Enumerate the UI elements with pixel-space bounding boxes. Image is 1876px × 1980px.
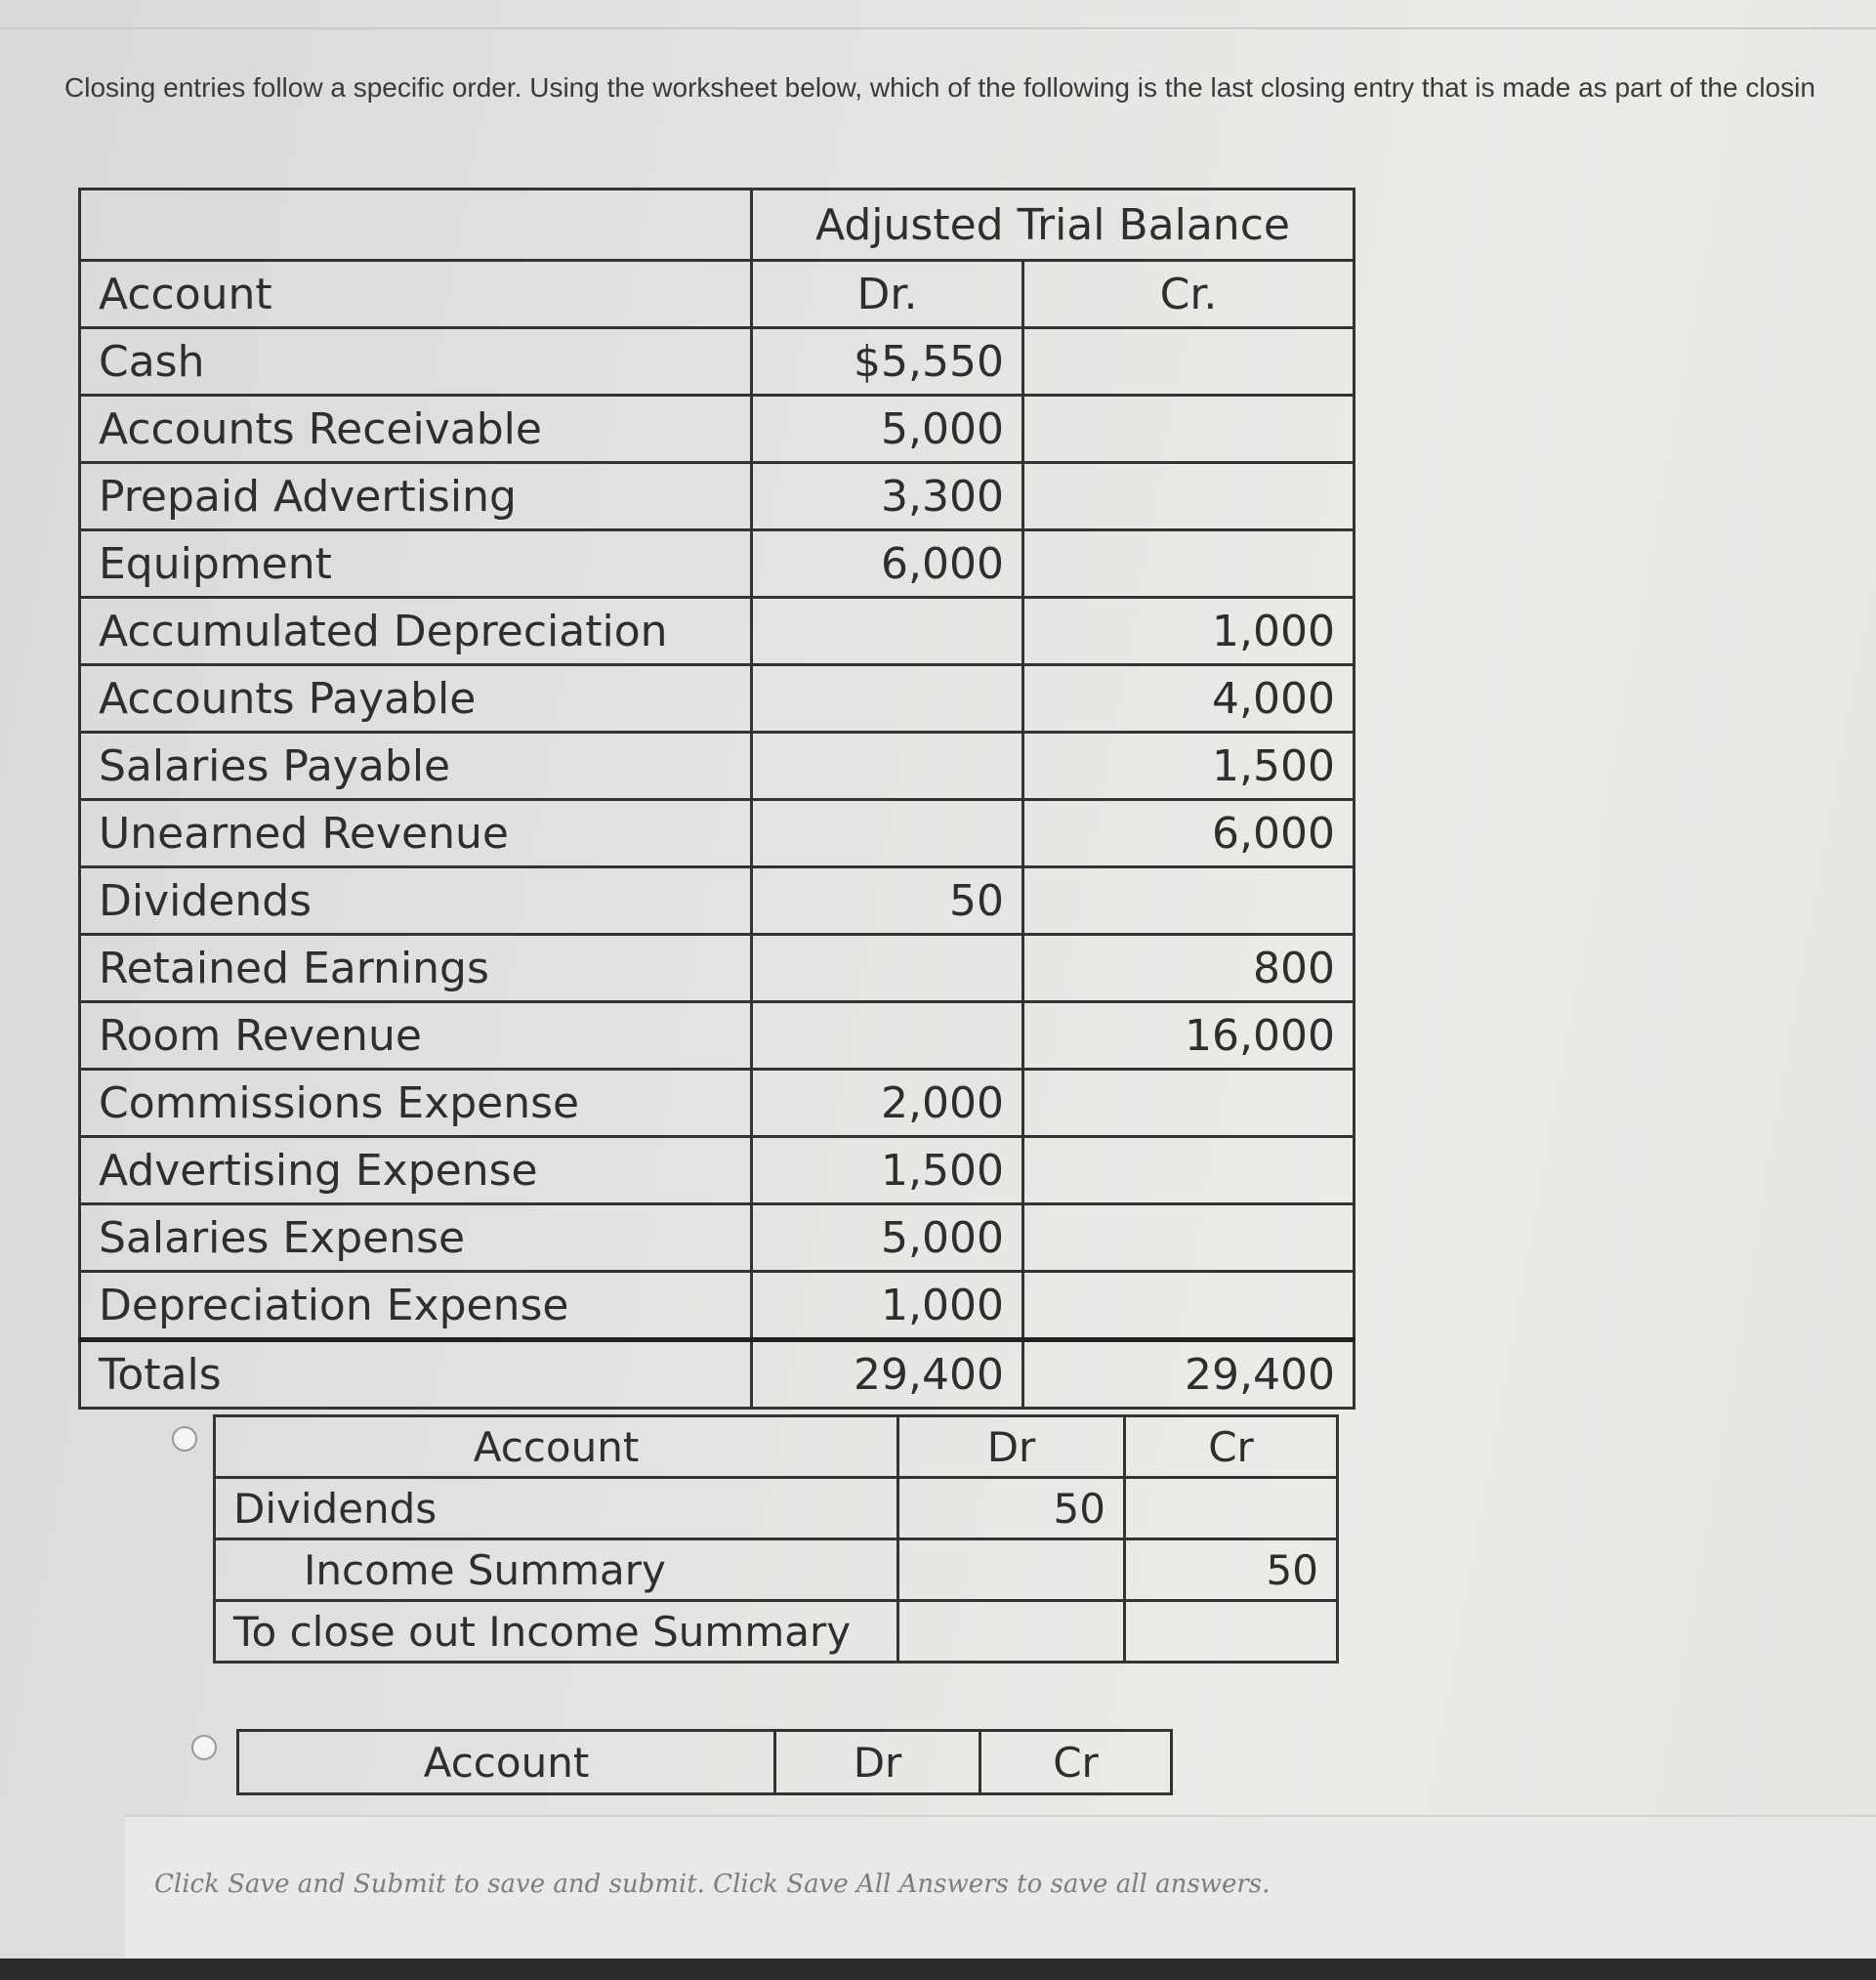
- account-name: Income Summary: [215, 1539, 898, 1601]
- option-2-radio[interactable]: [191, 1735, 217, 1760]
- credit-amount: [1125, 1478, 1338, 1539]
- credit-amount: [1023, 328, 1355, 396]
- account-name: Accumulated Depreciation: [80, 598, 752, 665]
- option-1-col-account: Account: [215, 1416, 898, 1478]
- debit-amount: 2,000: [752, 1070, 1023, 1137]
- option-1-col-dr: Dr: [898, 1416, 1125, 1478]
- totals-credit: 29,400: [1023, 1340, 1355, 1409]
- totals-label: Totals: [80, 1340, 752, 1409]
- worksheet-title: Adjusted Trial Balance: [752, 190, 1355, 261]
- table-row: [80, 867, 1355, 935]
- credit-amount: [1023, 530, 1355, 598]
- account-name: Advertising Expense: [80, 1137, 752, 1204]
- credit-amount: 1,000: [1023, 598, 1355, 665]
- table-row: [215, 1601, 1338, 1663]
- debit-amount: [898, 1601, 1125, 1663]
- debit-amount: [752, 1002, 1023, 1070]
- top-divider: [0, 27, 1876, 29]
- credit-amount: 6,000: [1023, 800, 1355, 867]
- option-2-col-cr: Cr: [980, 1731, 1172, 1794]
- debit-amount: [898, 1539, 1125, 1601]
- account-name: Equipment: [80, 530, 752, 598]
- account-name: Cash: [80, 328, 752, 396]
- debit-amount: 3,300: [752, 463, 1023, 530]
- credit-amount: [1023, 463, 1355, 530]
- table-row: [80, 463, 1355, 530]
- table-row: [80, 1204, 1355, 1272]
- question-text: Closing entries follow a specific order. Using the worksheet below, which of the following is the last closing entry that is made as part of the closin: [64, 72, 1815, 103]
- table-row: [80, 1070, 1355, 1137]
- option-1-col-cr: Cr: [1125, 1416, 1338, 1478]
- table-row: [80, 328, 1355, 396]
- debit-amount: [752, 800, 1023, 867]
- table-row: [80, 733, 1355, 800]
- option-2-entry-table: [236, 1729, 1173, 1795]
- debit-amount: $5,550: [752, 328, 1023, 396]
- credit-amount: 1,500: [1023, 733, 1355, 800]
- account-name: Commissions Expense: [80, 1070, 752, 1137]
- debit-amount: [752, 935, 1023, 1002]
- debit-amount: 5,000: [752, 396, 1023, 463]
- table-row: [80, 598, 1355, 665]
- totals-row: [80, 1340, 1355, 1409]
- account-name: Accounts Receivable: [80, 396, 752, 463]
- account-name: Depreciation Expense: [80, 1272, 752, 1340]
- credit-amount: [1023, 1070, 1355, 1137]
- account-name: Salaries Payable: [80, 733, 752, 800]
- debit-amount: [752, 665, 1023, 733]
- credit-amount: 800: [1023, 935, 1355, 1002]
- debit-amount: 5,000: [752, 1204, 1023, 1272]
- worksheet-col-account: Account: [80, 261, 752, 328]
- credit-amount: [1023, 1137, 1355, 1204]
- option-1-entry-table: [213, 1414, 1339, 1664]
- table-row: [215, 1478, 1338, 1539]
- debit-amount: 6,000: [752, 530, 1023, 598]
- table-row: [80, 935, 1355, 1002]
- table-row: [80, 1272, 1355, 1340]
- account-name: Accounts Payable: [80, 665, 752, 733]
- debit-amount: 50: [898, 1478, 1125, 1539]
- footer-instructions: Click Save and Submit to save and submit. Click Save All Answers to save all answers.: [154, 1870, 1271, 1899]
- worksheet-col-cr: Cr.: [1023, 261, 1355, 328]
- worksheet-blank-cell: [80, 190, 752, 261]
- option-2-col-account: Account: [238, 1731, 775, 1794]
- debit-amount: 50: [752, 867, 1023, 935]
- account-name: Prepaid Advertising: [80, 463, 752, 530]
- table-row: [80, 665, 1355, 733]
- credit-amount: [1023, 1204, 1355, 1272]
- worksheet-col-dr: Dr.: [752, 261, 1023, 328]
- credit-amount: [1023, 396, 1355, 463]
- account-name: Dividends: [215, 1478, 898, 1539]
- account-name: Room Revenue: [80, 1002, 752, 1070]
- account-name: Retained Earnings: [80, 935, 752, 1002]
- table-row: [80, 396, 1355, 463]
- debit-amount: [752, 733, 1023, 800]
- account-name: Unearned Revenue: [80, 800, 752, 867]
- debit-amount: 1,000: [752, 1272, 1023, 1340]
- totals-debit: 29,400: [752, 1340, 1023, 1409]
- account-name: Dividends: [80, 867, 752, 935]
- table-row: [80, 800, 1355, 867]
- debit-amount: [752, 598, 1023, 665]
- worksheet-table: [78, 188, 1355, 1410]
- credit-amount: 16,000: [1023, 1002, 1355, 1070]
- option-2-col-dr: Dr: [775, 1731, 980, 1794]
- account-name: Salaries Expense: [80, 1204, 752, 1272]
- debit-amount: 1,500: [752, 1137, 1023, 1204]
- credit-amount: [1023, 1272, 1355, 1340]
- credit-amount: 50: [1125, 1539, 1338, 1601]
- table-row: [80, 1002, 1355, 1070]
- credit-amount: 4,000: [1023, 665, 1355, 733]
- credit-amount: [1023, 867, 1355, 935]
- option-1-radio[interactable]: [172, 1426, 197, 1452]
- table-row: [80, 1137, 1355, 1204]
- screen-bezel: [0, 1959, 1876, 1980]
- table-row: [80, 530, 1355, 598]
- table-row: [215, 1539, 1338, 1601]
- entry-description: To close out Income Summary: [215, 1601, 898, 1663]
- credit-amount: [1125, 1601, 1338, 1663]
